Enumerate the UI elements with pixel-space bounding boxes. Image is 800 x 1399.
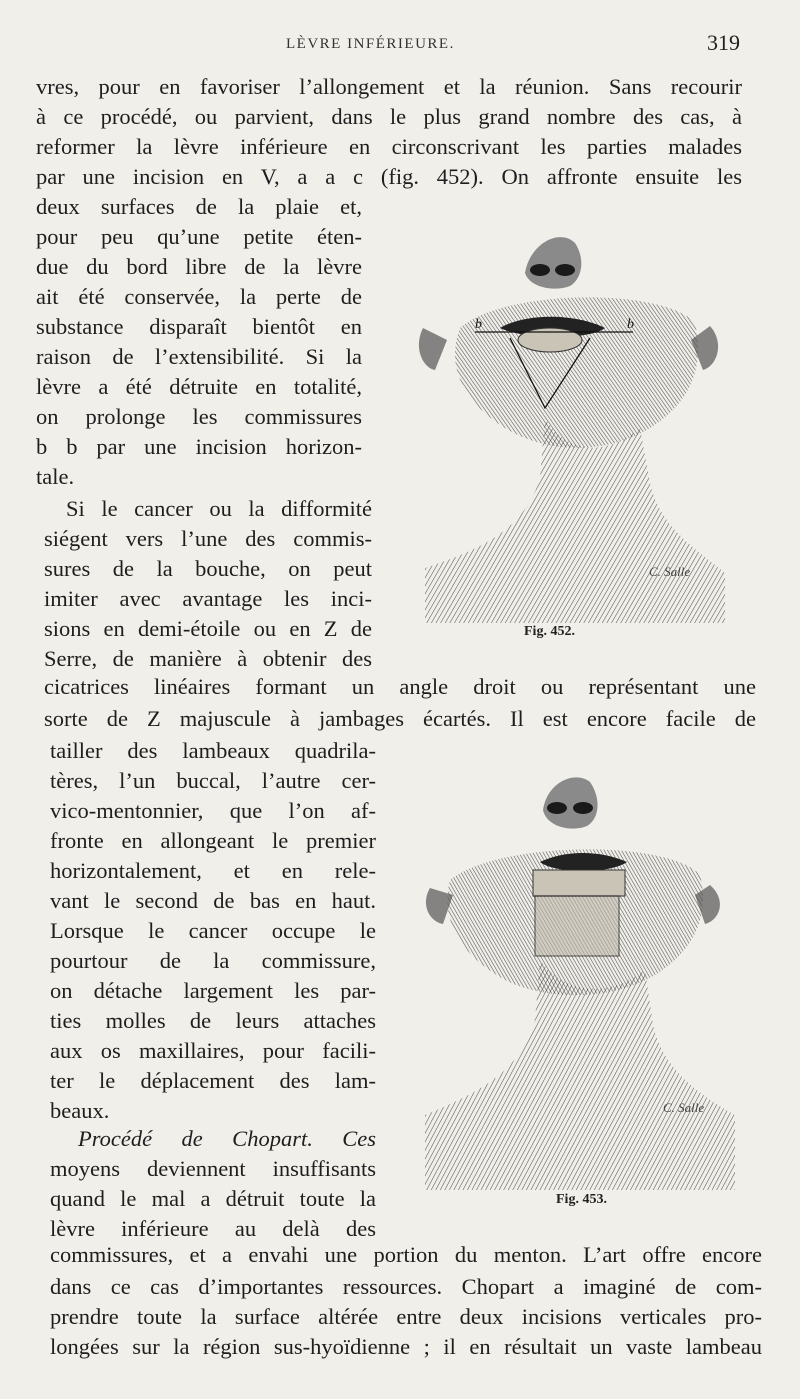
engraver-signature: C. Salle: [649, 564, 691, 579]
figure-caption: Fig. 452.: [524, 624, 575, 639]
figure-caption: Fig. 453.: [556, 1192, 607, 1207]
text-line: sions en demi-étoile ou en Z de: [44, 616, 372, 641]
text-line: due du bord libre de la lèvre: [36, 254, 362, 279]
text-line: reformer la lèvre inférieure en circonscrivant les parties malades: [36, 134, 742, 159]
text-line: aux os maxillaires, pour facili-: [50, 1038, 376, 1063]
label-b-left: b: [475, 317, 482, 332]
text-line: vico-mentonnier, que l’on af-: [50, 798, 376, 823]
text-line: sures de la bouche, on peut: [44, 556, 372, 581]
text-line: raison de l’extensibilité. Si la: [36, 344, 362, 369]
text-line: quand le mal a détruit toute la: [50, 1186, 376, 1211]
text-line: tailler des lambeaux quadrila-: [50, 738, 376, 763]
text-line: lèvre inférieure au delà des: [50, 1216, 376, 1241]
text-line: Si le cancer ou la difformité: [66, 496, 372, 521]
text-line: prendre toute la surface altérée entre deux incisions verticales pro-: [50, 1304, 762, 1329]
label-b-right: b: [627, 317, 634, 332]
text-line: cicatrices linéaires formant un angle droit ou représentant une: [44, 674, 756, 699]
text-line: Lorsque le cancer occupe le: [50, 918, 376, 943]
text-line: commissures, et a envahi une portion du menton. L’art offre encore: [50, 1242, 762, 1267]
text-line: moyens deviennent insuffisants: [50, 1156, 376, 1181]
text-line: à ce procédé, ou parvient, dans le plus grand nombre des cas, à: [36, 104, 742, 129]
figure-452: [405, 228, 745, 623]
text-line: b b par une incision horizon-: [36, 434, 362, 459]
text-line: sorte de Z majuscule à jambages écartés. Il est encore facile de: [44, 706, 756, 731]
text-line: tères, l’un buccal, l’autre cer-: [50, 768, 376, 793]
figure-453: [405, 770, 750, 1190]
text-line: siégent vers l’une des commis-: [44, 526, 372, 551]
engraving-face-453: [405, 770, 750, 1190]
text-line: dans ce cas d’importantes ressources. Chopart a imaginé de com-: [50, 1274, 762, 1299]
text-line: fronte en allongeant le premier: [50, 828, 376, 853]
text-line: on détache largement les par-: [50, 978, 376, 1003]
text-line: on prolonge les commissures: [36, 404, 362, 429]
text-line: substance disparaît bientôt en: [36, 314, 362, 339]
text-line: deux surfaces de la plaie et,: [36, 194, 362, 219]
text-line: ties molles de leurs attaches: [50, 1008, 376, 1033]
text-line: longées sur la région sus-hyoïdienne ; il en résultait un vaste lambeau: [50, 1334, 762, 1359]
text-line: vres, pour en favoriser l’allongement et la réunion. Sans recourir: [36, 74, 742, 99]
text-line: ter le déplacement des lam-: [50, 1068, 376, 1093]
text-line: par une incision en V, a a c (fig. 452). On affronte ensuite les: [36, 164, 742, 189]
section-heading-line: Procédé de Chopart. Ces: [78, 1126, 376, 1151]
text-line: vant le second de bas en haut.: [50, 888, 376, 913]
text-line: Serre, de manière à obtenir des: [44, 646, 372, 671]
text-line: pour peu qu’une petite éten-: [36, 224, 362, 249]
text-line: tale.: [36, 464, 75, 489]
running-header: [36, 30, 740, 60]
running-title: LÈVRE INFÉRIEURE.: [286, 36, 455, 52]
text-line: imiter avec avantage les inci-: [44, 586, 372, 611]
text-line: beaux.: [50, 1098, 110, 1123]
text-line: lèvre a été détruite en totalité,: [36, 374, 362, 399]
engraver-signature: C. Salle: [663, 1100, 705, 1115]
text-line: ait été conservée, la perte de: [36, 284, 362, 309]
page-number: 319: [707, 30, 740, 55]
text-line: pourtour de la commissure,: [50, 948, 376, 973]
engraving-face-452: [405, 228, 745, 623]
text-line: horizontalement, et en rele-: [50, 858, 376, 883]
